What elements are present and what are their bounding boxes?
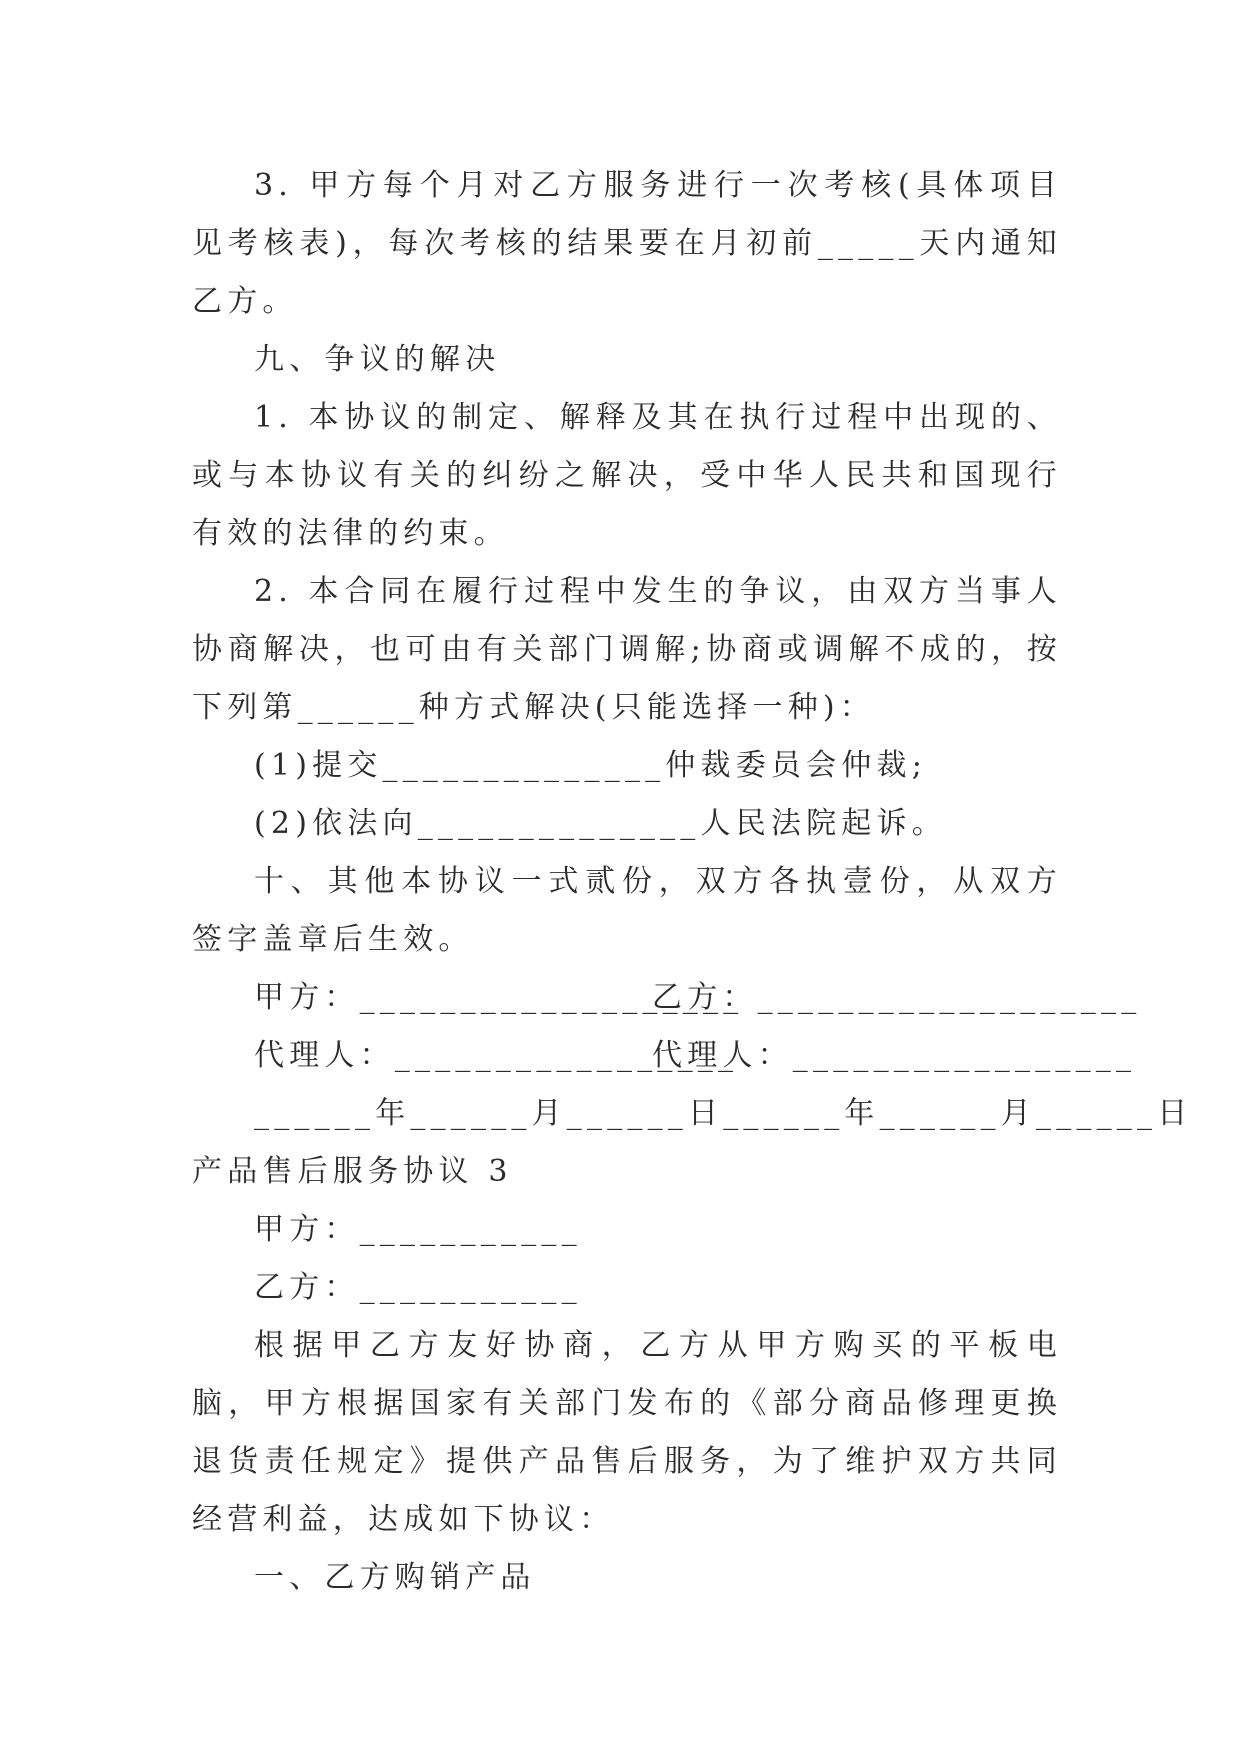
section-title: 产品售后服务协议 3 bbox=[192, 1154, 513, 1189]
party-a-signature: 甲方：___________________ bbox=[254, 980, 744, 1015]
option-court-line: (2)依法向______________人民法院起诉。 bbox=[254, 806, 947, 841]
agent-b-signature: 代理人：_________________ bbox=[652, 1038, 1137, 1073]
section-10-paragraph: 十、其他本协议一式贰份，双方各执壹份，从双方签字盖章后生效。 bbox=[192, 864, 1062, 957]
intro-paragraph: 根据甲乙方友好协商，乙方从甲方购买的平板电脑，甲方根据国家有关部门发布的《部分商品修理更换退货责任规定》提供产品售后服务，为了维护双方共同经营利益，达成如下协议： bbox=[192, 1328, 1062, 1537]
document-body bbox=[192, 157, 1193, 1607]
signature-date-line: ______年______月______日______年______月______日 bbox=[254, 1096, 1193, 1131]
clause-1-heading: 一、乙方购销产品 bbox=[254, 1560, 536, 1595]
option-arbitration-line: (1)提交______________仲裁委员会仲裁; bbox=[254, 748, 928, 783]
party-b-signature: 乙方：___________________ bbox=[652, 980, 1142, 1015]
party-a-line: 甲方：___________ bbox=[254, 1212, 582, 1247]
signature-agents-row bbox=[192, 1027, 1137, 1085]
clause-9-1-paragraph: 1. 本协议的制定、解释及其在执行过程中出现的、或与本协议有关的纠纷之解决，受中华人民共和国现行有效的法律的约束。 bbox=[192, 400, 1062, 551]
clause-9-2-paragraph: 2. 本合同在履行过程中发生的争议，由双方当事人协商解决，也可由有关部门调解;协商或调解不成的，按下列第______种方式解决(只能选择一种)： bbox=[192, 574, 1062, 725]
signature-parties-row bbox=[192, 969, 1142, 1027]
signature-date-row bbox=[192, 1085, 1193, 1143]
clause-8-3-paragraph: 3. 甲方每个月对乙方服务进行一次考核(具体项目见考核表)，每次考核的结果要在月初前_____天内通知乙方。 bbox=[192, 168, 1062, 319]
agent-a-signature: 代理人：_________________ bbox=[254, 1038, 739, 1073]
party-b-line: 乙方：___________ bbox=[254, 1270, 582, 1305]
section-9-heading: 九、争议的解决 bbox=[254, 342, 501, 377]
